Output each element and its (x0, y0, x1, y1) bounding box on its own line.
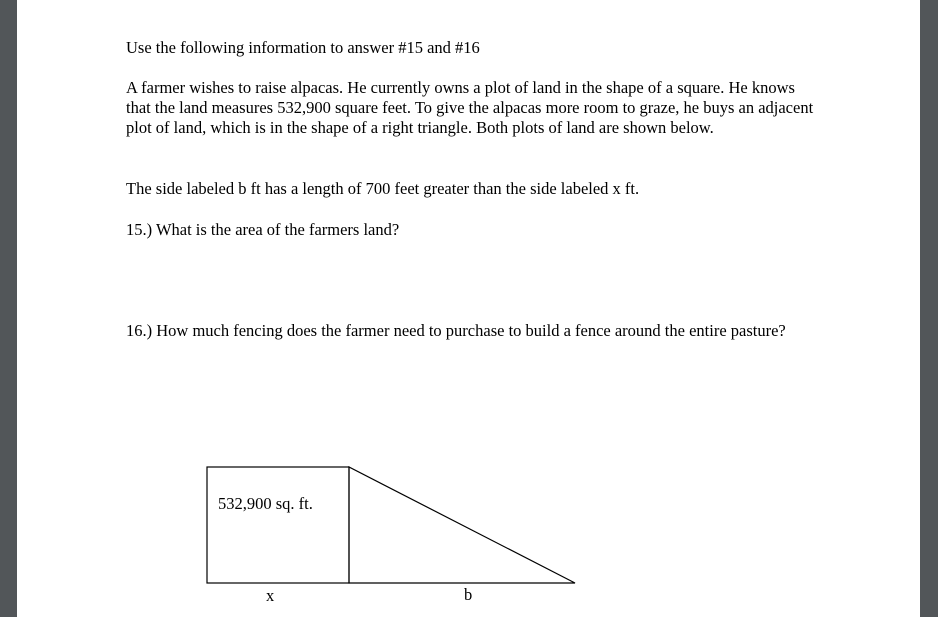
document-page (17, 0, 920, 617)
triangle-plot (349, 467, 575, 583)
side-x-label: x (266, 586, 275, 605)
side-relation-statement: The side labeled b ft has a length of 700 feet greater than the side labeled x ft. (126, 179, 640, 198)
problem-paragraph: A farmer wishes to raise alpacas. He currently owns a plot of land in the shape of a square. He knows that the land measures 532,900 square feet. To give the alpacas more room to graze, he buys an adjacent plot of land, which is in the shape of a right triangle. Both plots of land are shown below. (126, 78, 814, 138)
land-diagram-shapes (192, 462, 612, 612)
question-16: 16.) How much fencing does the farmer need to purchase to build a fence around the entire pasture? (126, 321, 786, 340)
square-plot (207, 467, 349, 583)
land-diagram (192, 462, 612, 612)
square-area-label: 532,900 sq. ft. (218, 494, 313, 513)
side-b-label: b (464, 585, 473, 604)
question-15: 15.) What is the area of the farmers land? (126, 220, 400, 239)
intro-line: Use the following information to answer #15 and #16 (126, 38, 480, 57)
